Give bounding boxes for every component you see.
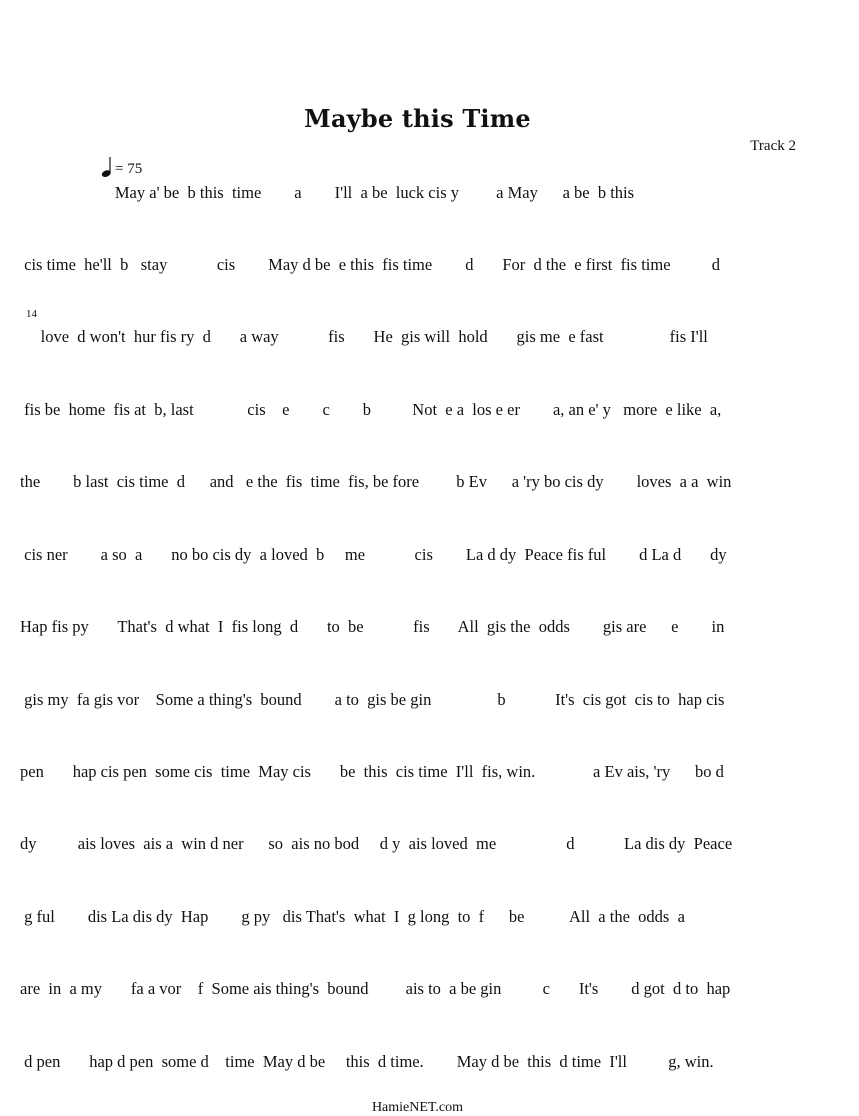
lyric-line: are in a my fa a vor f Some ais thing's bound ais to a be gin c It's d got d to hap (20, 979, 731, 998)
lyric-line: gis my fa gis vor Some a thing's bound a to gis be gin b It's cis got cis to hap cis (20, 690, 725, 709)
score-title: Maybe this Time (304, 104, 531, 133)
lyric-line: May a' be b this time a I'll a be luck cis y a May a be b this (20, 183, 635, 202)
lyric-line: dy ais loves ais a win d ner so ais no bod d y ais loved me d La dis dy Peace (20, 834, 733, 853)
lyric-line: Hap fis py That's d what I fis long d to be fis All gis the odds gis are e in (20, 617, 725, 636)
lyric-line: cis ner a so a no bo cis dy a loved b me cis La d dy Peace fis ful d La d dy (20, 545, 727, 564)
tempo-value: = 75 (115, 161, 143, 177)
measure-number: 14 (26, 308, 37, 320)
score-subtitle: Track 2 (750, 138, 796, 154)
lyric-line: pen hap cis pen some cis time May cis be this cis time I'll fis, win. a Ev ais, 'ry bo d (20, 762, 724, 781)
lyric-line: d pen hap d pen some d time May d be this d time. May d be this d time I'll g, win. (20, 1052, 714, 1071)
lyric-line: the b last cis time d and e the fis time fis, be fore b Ev a 'ry bo cis dy loves a a win (20, 472, 732, 491)
lyric-line: love d won't hur fis ry d a way fis He gis will hold gis me e fast fis I'll (20, 327, 708, 346)
lyric-line: g ful dis La dis dy Hap g py dis That's what I g long to f be All a the odds a (20, 907, 685, 926)
tempo-marking (100, 156, 142, 178)
quarter-note-icon (100, 156, 112, 178)
footer-credit: HamieNET.com (371, 1100, 464, 1115)
lyric-line: fis be home fis at b, last cis e c b Not e a los e er a, an e' y more e like a, (20, 400, 722, 419)
lyric-line: cis time he'll b stay cis May d be e this fis time d For d the e first fis time d (20, 255, 721, 274)
